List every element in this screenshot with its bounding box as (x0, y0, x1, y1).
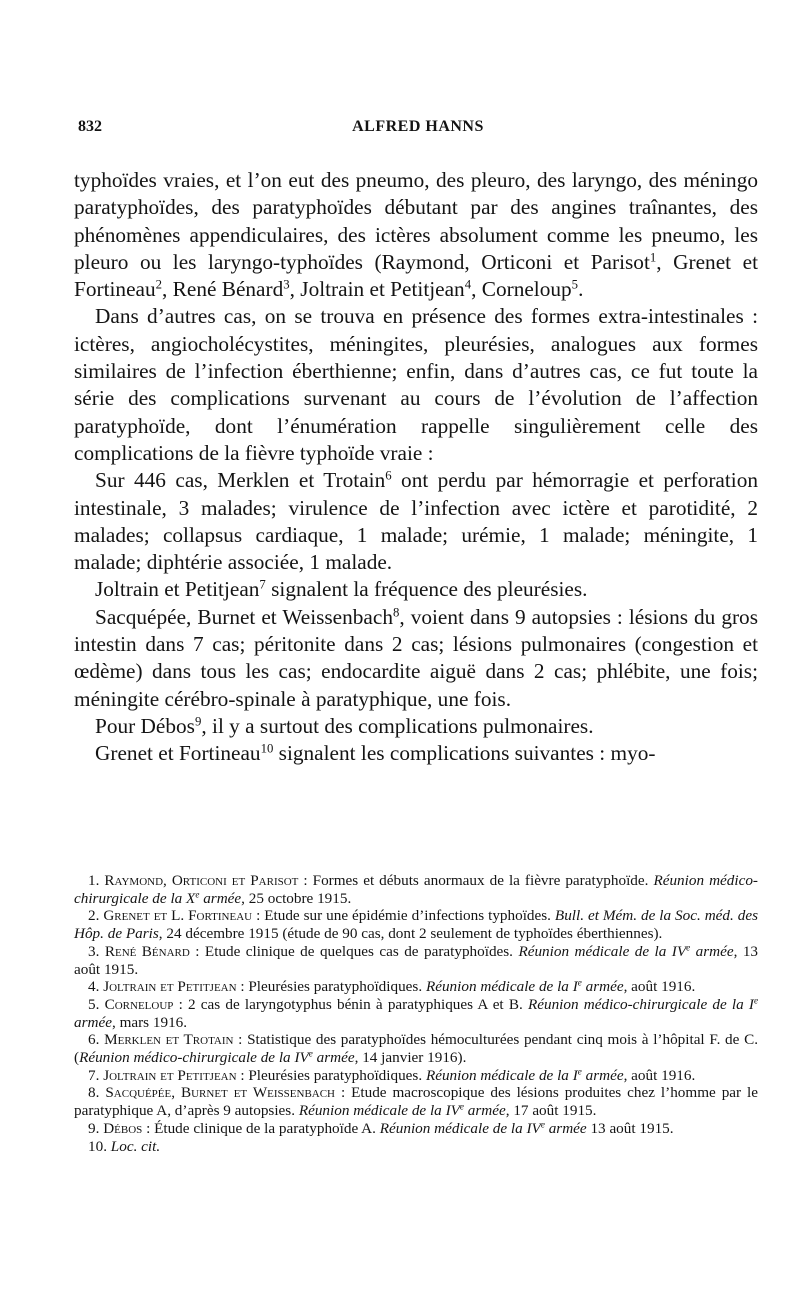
footnote-ref-3: 3 (283, 277, 290, 292)
footnote: 5. Corneloup : 2 cas de laryngotyphus bénin à paratyphiques A et B. Réunion médico-chirurgicale de la Ie armée, mars 1916. (74, 995, 759, 1031)
footnote: 9. Débos : Étude clinique de la paratyphoïde A. Réunion médicale de la IVe armée 13 août 1915. (88, 1119, 674, 1137)
paragraph-7: Grenet et Fortineau$^{10}$ signalent les complications suivantes : myo- (95, 741, 656, 766)
footnotes (74, 872, 758, 1155)
paragraph-2: Dans d’autres cas, on se trouva en présence des formes extra-intestinales : ictères, angiocholécystites, méningites, pleurésies, analogues aux formes similaires de l’infection éberthienne; enfin, dans d’autres cas, ce fut toute la série des complications survenant au cours de l’évolution de l’affection paratyphoïde, dont l’énumération rappelle singulièrement celle des complications de la fièvre typhoïde vraie : (74, 304, 758, 465)
footnote-ref-6: 6 (385, 468, 392, 483)
footnote: 8. Sacquépée, Burnet et Weissenbach : Etude macroscopique des lésions produites chez l’homme par le paratyphique A, d’après 9 autopsies. Réunion médicale de la IVe armée, 17 août 1915. (74, 1084, 759, 1120)
footnote-ref-10: 10 (260, 741, 274, 756)
footnote-ref-1: 1 (649, 250, 657, 265)
paragraph-5: Sacquépée, Burnet et Weissenbach$^8$, voient dans 9 autopsies : lésions du gros intestin dans 7 cas; péritonite dans 2 cas; lésions pulmonaires (congestion et œdème) dans tous les cas; endocardite aiguë dans 2 cas; phlébite, une fois; méningite cérébro-spinale à paratyphique, une fois. (74, 604, 758, 711)
footnote: 6. Merklen et Trotain : Statistique des paratyphoïdes hémoculturées pendant cinq mois à l’hôpital F. de C. (Réunion médico-chirurgicale de la IVe armée, 14 janvier 1916). (74, 1031, 759, 1067)
footnote: 3. René Bénard : Etude clinique de quelques cas de paratyphoïdes. Réunion médicale de la IVe armée, 13 août 1915. (74, 942, 759, 978)
footnote: 4. Joltrain et Petitjean : Pleurésies paratyphoïdiques. Réunion médicale de la Ie armée, août 1916. (88, 977, 696, 996)
footnote-ref-4: 4 (464, 277, 472, 292)
footnote: 7. Joltrain et Petitjean : Pleurésies paratyphoïdiques. Réunion médicale de la Ie armée, août 1916. (88, 1066, 696, 1084)
footnote-ref-9: 9 (194, 714, 202, 729)
footnote: 1. Raymond, Orticoni et Parisot : Formes et débuts anormaux de la fièvre paratyphoïde. Réunion médico-chirurgicale de la Xe armée, 25 octobre 1915. (74, 872, 758, 907)
paragraph-1: typhoïdes vraies, et l’on eut des pneumo, des pleuro, des laryngo, des méningo paratyphoïdes, des paratyphoïdes débutant par des angines traînantes, des phénomènes appendiculaires, des ictères absolument comme les pneumo, les pleuro ou les laryngo-typhoïdes (Raymond, Orticoni et Parisot$^1$, Grenet et Fortineau$^2$, René Bénard$^3$, Joltrain et Petitjean$^4$, Corneloup$^5$. (74, 168, 758, 302)
paragraph-3: Sur 446 cas, Merklen et Trotain$^6$ ont perdu par hémorragie et perforation intestinale, 3 malades; virulence de l’infection avec ictère et parotidité, 2 malades; collapsus cardiaque, 1 malade; urémie, 1 malade; méningite, 1 malade; diphtérie associée, 1 malade. (74, 468, 758, 575)
footnote-ref-5: 5 (571, 277, 579, 292)
footnote: 10. Loc. cit. (88, 1137, 161, 1155)
paragraph-6: Pour Débos$^9$, il y a surtout des complications pulmonaires. (95, 713, 594, 738)
paragraph-4: Joltrain et Petitjean$^7$ signalent la fréquence des pleurésies. (95, 577, 588, 602)
running-title: ALFRED HANNS (352, 118, 484, 135)
page-header (78, 118, 758, 148)
main-text (74, 167, 758, 768)
page-number: 832 (78, 118, 102, 135)
footnote-ref-8: 8 (393, 605, 400, 620)
footnote: 2. Grenet et L. Fortineau : Etude sur une épidémie d’infections typhoïdes. Bull. et Mém. de la Soc. méd. des Hôp. de Paris, 24 décembre 1915 (étude de 90 cas, dont 2 seulement de typhoïdes éberthiennes). (74, 907, 759, 943)
footnote-ref-2: 2 (155, 277, 163, 292)
footnote-ref-7: 7 (259, 577, 266, 592)
